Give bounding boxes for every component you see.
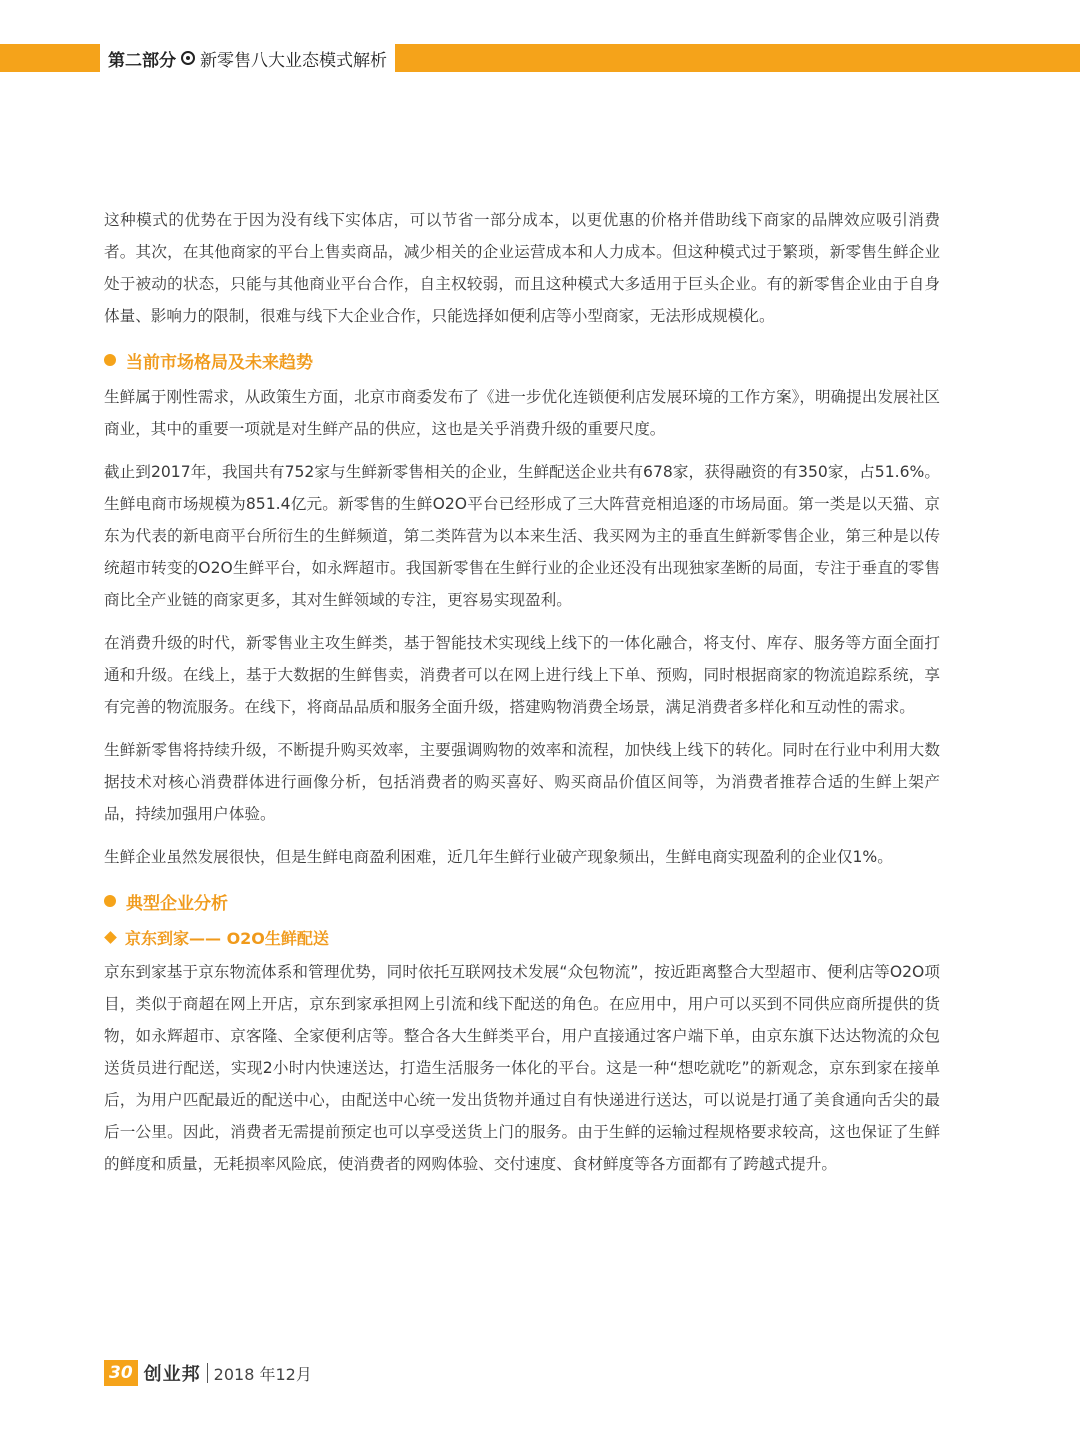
- diamond-bullet-icon: [104, 931, 117, 944]
- header-title-box: [100, 44, 395, 72]
- paragraph: 截止到2017年，我国共有752家与生鲜新零售相关的企业，生鲜配送企业共有678家，获得融资的有350家，占51.6%。生鲜电商市场规模为851.4亿元。新零售的生鲜O2O平台已经形成了三大阵营竞相追逐的市场局面。第一类是以天猫、京东为代表的新电商平台所衍生的生鲜频道，第二类阵营为以本来生活、我买网为主的垂直生鲜新零售企业，第三种是以传统超市转变的O2O生鲜平台，如永辉超市。我国新零售在生鲜行业的企业还没有出现独家垄断的局面，专注于垂直的零售商比全产业链的商家更多，其对生鲜领域的专注，更容易实现盈利。: [104, 463, 940, 609]
- paragraph: 生鲜企业虽然发展很快，但是生鲜电商盈利困难，近几年生鲜行业破产现象频出，生鲜电商实现盈利的企业仅1%。: [104, 848, 893, 866]
- target-dot-icon: [181, 51, 195, 65]
- header-part-label: 第二部分: [108, 50, 176, 71]
- header-accent-right: [395, 44, 1080, 72]
- footer-divider: [207, 1363, 208, 1383]
- paragraph: 生鲜属于刚性需求，从政策生方面，北京市商委发布了《进一步优化连锁便利店发展环境的工作方案》，明确提出发展社区商业，其中的重要一项就是对生鲜产品的供应，这也是关乎消费升级的重要尺度。: [104, 388, 940, 438]
- brand-logo: 创业邦: [143, 1364, 201, 1385]
- page-number: 30: [104, 1360, 138, 1386]
- section-heading-market: [104, 343, 940, 377]
- page-footer: [104, 1360, 312, 1386]
- intro-paragraph: 这种模式的优势在于因为没有线下实体店，可以节省一部分成本，以更优惠的价格并借助线下商家的品牌效应吸引消费者。其次，在其他商家的平台上售卖商品，减少相关的企业运营成本和人力成本。但这种模式过于繁琐，新零售生鲜企业处于被动的状态，只能与其他商业平台合作，自主权较弱，而且这种模式大多适用于巨头企业。有的新零售企业由于自身体量、影响力的限制，很难与线下大企业合作，只能选择如便利店等小型商家，无法形成规模化。: [104, 211, 940, 325]
- section-heading-text: 当前市场格局及未来趋势: [126, 352, 313, 373]
- sub-heading-jd-daojia: [104, 922, 940, 952]
- paragraph: 在消费升级的时代，新零售业主攻生鲜类，基于智能技术实现线上线下的一体化融合，将支付、库存、服务等方面全面打通和升级。在线上，基于大数据的生鲜售卖，消费者可以在网上进行线上下单、预购，同时根据商家的物流追踪系统，享有完善的物流服务。在线下，将商品品质和服务全面升级，搭建购物消费全场景，满足消费者多样化和互动性的需求。: [104, 634, 940, 716]
- paragraph: 京东到家基于京东物流体系和管理优势，同时依托互联网技术发展“众包物流”，按近距离整合大型超市、便利店等O2O项目，类似于商超在网上开店，京东到家承担网上引流和线下配送的角色。在应用中，用户可以买到不同供应商所提供的货物，如永辉超市、京客隆、全家便利店等。整合各大生鲜类平台，用户直接通过客户端下单，由京东旗下达达物流的众包送货员进行配送，实现2小时内快速送达，打造生活服务一体化的平台。这是一种“想吃就吃”的新观念，京东到家在接单后，为用户匹配最近的配送中心，由配送中心统一发出货物并通过自有快递进行送达，可以说是打通了美食通向舌尖的最后一公里。因此，消费者无需提前预定也可以享受送货上门的服务。由于生鲜的运输过程规格要求较高，这也保证了生鲜的鲜度和质量，无耗损率风险底，使消费者的网购体验、交付速度、食材鲜度等各方面都有了跨越式提升。: [104, 963, 940, 1173]
- bullet-dot-icon: [104, 895, 116, 907]
- header-bar: [0, 44, 1080, 72]
- section-heading-companies: [104, 884, 940, 918]
- header-title: 新零售八大业态模式解析: [200, 50, 387, 71]
- sub-heading-text: 京东到家—— O2O生鲜配送: [125, 928, 329, 948]
- article-body: [104, 204, 940, 1191]
- bullet-dot-icon: [104, 354, 116, 366]
- paragraph: 生鲜新零售将持续升级，不断提升购买效率，主要强调购物的效率和流程，加快线上线下的转化。同时在行业中利用大数据技术对核心消费群体进行画像分析，包括消费者的购买喜好、购买商品价值区间等，为消费者推荐合适的生鲜上架产品，持续加强用户体验。: [104, 741, 940, 823]
- header-accent-left: [0, 44, 100, 72]
- section-heading-text: 典型企业分析: [126, 893, 228, 914]
- issue-date: 2018 年12月: [213, 1364, 312, 1384]
